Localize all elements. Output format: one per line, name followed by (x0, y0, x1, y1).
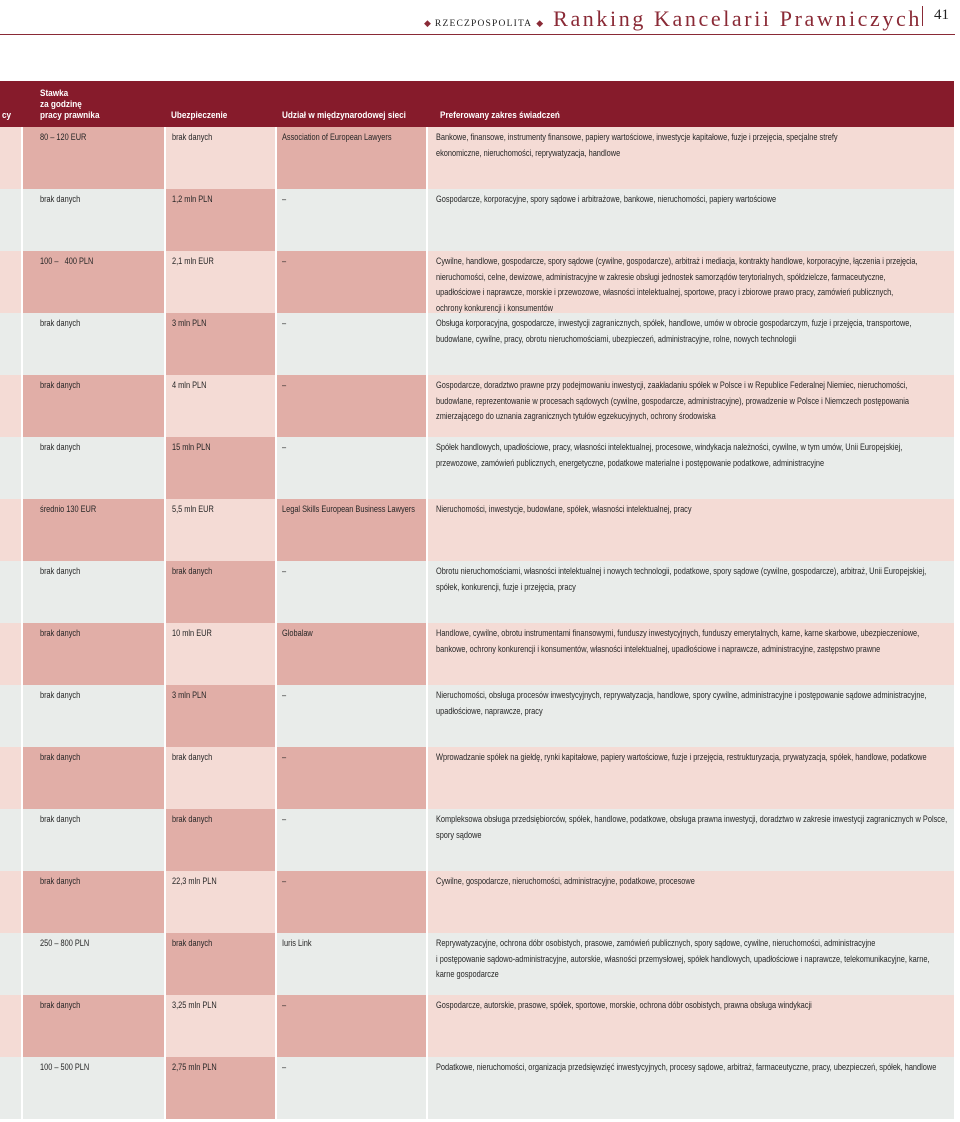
table-row (0, 127, 954, 189)
hourly-rate-cell: 250 – 800 PLN (40, 938, 90, 948)
insurance-cell: 1,2 mln PLN (172, 194, 213, 204)
column-divider (21, 499, 23, 561)
insurance-cell: brak danych (172, 132, 213, 142)
scope-cell: Spółek handlowych, upadłościowe, pracy, własności intelektualnej, procesowe, windykacja należności, cywilne, w tym umów, Unii Europejskiej, przewozowe, zamówień publicznych, energetyczne, podatkowe materialne i postępowanie podatkowe, administracyjne (436, 442, 903, 468)
insurance-cell: brak danych (172, 752, 213, 762)
column-divider (164, 747, 166, 809)
column-divider (426, 685, 428, 747)
column-divider (426, 437, 428, 499)
column-divider (275, 809, 277, 871)
network-cell: – (282, 318, 287, 328)
table-cell-bg (0, 747, 22, 809)
column-divider (164, 809, 166, 871)
insurance-cell: 4 mln PLN (172, 380, 207, 390)
column-divider (21, 127, 23, 189)
column-divider (275, 995, 277, 1057)
hourly-rate-cell: brak danych (40, 1000, 81, 1010)
column-header-hourly-rate: Stawka za godzinę pracy prawnika (40, 88, 100, 121)
column-header-network: Udział w międzynarodowej sieci (282, 110, 406, 121)
column-divider (275, 189, 277, 251)
table-cell-bg (0, 127, 22, 189)
column-divider (21, 933, 23, 995)
column-divider (426, 499, 428, 561)
column-divider (275, 623, 277, 685)
page-header (0, 0, 960, 34)
hourly-rate-cell: brak danych (40, 752, 81, 762)
table-cell-bg (0, 375, 22, 437)
column-divider (21, 623, 23, 685)
table-row (0, 251, 954, 313)
column-divider (164, 995, 166, 1057)
column-divider (164, 499, 166, 561)
column-divider (275, 437, 277, 499)
hourly-rate-cell: 100 – 400 PLN (40, 256, 94, 266)
insurance-cell: brak danych (172, 938, 213, 948)
table-cell-bg (0, 251, 22, 313)
table-row (0, 809, 954, 871)
scope-cell: Nieruchomości, inwestycje, budowlane, spółek, własności intelektualnej, pracy (436, 504, 692, 514)
column-divider (275, 685, 277, 747)
column-divider (164, 127, 166, 189)
scope-cell: Podatkowe, nieruchomości, organizacja przedsięwzięć inwestycyjnych, procesy sądowe, arbitraż, farmaceutyczne, pracy, ubezpieczeń, spółek, handlowe (436, 1062, 937, 1072)
scope-cell: Gospodarcze, autorskie, prasowe, spółek, sportowe, morskie, ochrona dóbr osobistych, prawna obsługa windykacji (436, 1000, 812, 1010)
scope-cell: Gospodarcze, korporacyjne, spory sądowe i arbitrażowe, bankowe, nieruchomości, papiery wartościowe (436, 194, 777, 204)
hourly-rate-cell: brak danych (40, 566, 81, 576)
hourly-rate-cell: brak danych (40, 814, 81, 824)
column-divider (21, 809, 23, 871)
table-cell-bg (0, 933, 22, 995)
publication-name: RZECZPOSPOLITA (434, 19, 533, 29)
network-cell: Iuris Link (282, 938, 312, 948)
insurance-cell: 3 mln PLN (172, 318, 207, 328)
insurance-cell: 15 mln PLN (172, 442, 211, 452)
column-divider (426, 871, 428, 933)
scope-cell: Reprywatyzacyjne, ochrona dóbr osobistych, prasowe, zamówień publicznych, spory sądowe, cywilne, nieruchomości, administracyjne i postępowanie sądowo-administracyjne, autorskie, własności przemysłowej, spółek handlowych, upadłościowe i naprawcze, telekomunikacyjne, karne, karne gospodarcze (436, 938, 930, 980)
bullet-icon: ◆ (536, 19, 544, 29)
table-row (0, 313, 954, 375)
column-divider (275, 251, 277, 313)
column-divider (275, 747, 277, 809)
table-row (0, 685, 954, 747)
hourly-rate-cell: 80 – 120 EUR (40, 132, 87, 142)
table-cell-bg (0, 623, 22, 685)
column-divider (426, 933, 428, 995)
column-divider (164, 871, 166, 933)
scope-cell: Wprowadzanie spółek na giełdę, rynki kapitałowe, papiery wartościowe, fuzje i przejęcia, restrukturyzacja, prywatyzacja, spółek, handlowe, podatkowe (436, 752, 927, 762)
column-divider (21, 561, 23, 623)
section-title: Ranking Kancelarii Prawniczych (553, 6, 922, 31)
network-cell: – (282, 380, 287, 390)
insurance-cell: 3 mln PLN (172, 690, 207, 700)
table-row (0, 933, 954, 995)
network-cell: – (282, 566, 287, 576)
hourly-rate-cell: brak danych (40, 628, 81, 638)
column-divider (275, 499, 277, 561)
table-cell-bg (0, 995, 22, 1057)
column-divider (21, 437, 23, 499)
scope-cell: Bankowe, finansowe, instrumenty finansowe, papiery wartościowe, inwestycje kapitałowe, fuzje i przejęcia, specjalne strefy ekonomiczne, nieruchomości, reprywatyzacja, handlowe (436, 132, 838, 158)
bullet-icon: ◆ (424, 19, 431, 29)
hourly-rate-cell: średnio 130 EUR (40, 504, 97, 514)
column-divider (426, 1057, 428, 1119)
column-divider (426, 809, 428, 871)
column-divider (426, 313, 428, 375)
header-rule (0, 34, 955, 35)
column-divider (426, 251, 428, 313)
column-divider (426, 623, 428, 685)
scope-cell: Obsługa korporacyjna, gospodarcze, inwestycji zagranicznych, spółek, handlowe, umów w obrocie gospodarczym, fuzje i przejęcia, transportowe, budowlane, cywilne, pracy, obrotu nieruchomościami, ubezpieczeń, administracyjne, rolne, nowych technologii (436, 318, 912, 344)
column-divider (426, 747, 428, 809)
column-divider (21, 1057, 23, 1119)
table-row (0, 437, 954, 499)
network-cell: – (282, 752, 287, 762)
column-header-cut-off: cy (2, 110, 12, 121)
table-row (0, 375, 954, 437)
network-cell: – (282, 690, 287, 700)
scope-cell: Nieruchomości, obsługa procesów inwestycyjnych, reprywatyzacja, handlowe, spory cywilne, administracyjne i postępowanie sądowe administracyjne, upadłościowe, naprawcze, pracy (436, 690, 927, 716)
column-divider (164, 623, 166, 685)
column-divider (164, 375, 166, 437)
column-divider (164, 933, 166, 995)
scope-cell: Cywilne, handlowe, gospodarcze, spory sądowe (cywilne, gospodarcze), arbitraż i mediacja, kontrakty handlowe, korporacyjne, łączenia i przejęcia, nieruchomości, celne, dewizowe, administracyjne w zakresie obsługi jednostek samorządów terytorialnych, spółdzielcze, farmaceutyczne, upadłościowe i naprawcze, morskie i przewozowe, własności intelektualnej, sportowe, pracy i zbiorowe prawo pracy, zamówień publicznych, ochrony konkurencji i konsumentów (436, 256, 918, 313)
column-divider (21, 995, 23, 1057)
network-cell: – (282, 442, 287, 452)
column-divider (426, 127, 428, 189)
network-cell: – (282, 194, 287, 204)
column-divider (21, 871, 23, 933)
table-row (0, 747, 954, 809)
scope-cell: Handlowe, cywilne, obrotu instrumentami finansowymi, funduszy inwestycyjnych, funduszy emerytalnych, karne, karne skarbowe, ubezpieczeniowe, bankowe, ochrony konkurencji i konsumentów, własności intelektualnej, upadłościowe i naprawcze, administracyjne, zastępstwo prawne (436, 628, 920, 654)
scope-cell: Gospodarcze, doradztwo prawne przy podejmowaniu inwestycji, zaakładaniu spółek w Polsce i w Republice Federalnej Niemiec, nieruchomości, budowlane, reprezentowanie w procesach sądowych (cywilne, gospodarcze, administracyjne), prowadzenie w Polsce i Niemczech postępowania zmierzającego do uznania zagranicznych tytułów egzekucyjnych, ochrony środowiska (436, 380, 909, 422)
insurance-cell: 3,25 mln PLN (172, 1000, 217, 1010)
column-divider (164, 313, 166, 375)
scope-cell: Obrotu nieruchomościami, własności intelektualnej i nowych technologii, podatkowe, spory sądowe (cywilne, gospodarcze), arbitraż, Unii Europejskiej, spółek, konkurencji, fuzje i przejęcia, pracy (436, 566, 927, 592)
table-cell-bg (0, 313, 22, 375)
column-divider (275, 871, 277, 933)
column-divider (21, 189, 23, 251)
table-body (0, 127, 954, 1119)
network-cell: Legal Skills European Business Lawyers (282, 504, 415, 514)
table-row (0, 871, 954, 933)
insurance-cell: 10 mln EUR (172, 628, 212, 638)
table-row (0, 499, 954, 561)
table-cell-bg (0, 499, 22, 561)
column-divider (21, 747, 23, 809)
network-cell: – (282, 1000, 287, 1010)
column-header-insurance: Ubezpieczenie (171, 110, 228, 121)
hourly-rate-cell: brak danych (40, 194, 81, 204)
column-divider (21, 685, 23, 747)
scope-cell: Kompleksowa obsługa przedsiębiorców, spółek, handlowe, podatkowe, obsługa prawna inwestycji, doradztwo w zakresie inwestycji zagranicznych w Polsce, spory sądowe (436, 814, 948, 840)
column-divider (275, 1057, 277, 1119)
insurance-cell: 2,1 mln EUR (172, 256, 214, 266)
column-divider (164, 685, 166, 747)
column-divider (275, 561, 277, 623)
table-row (0, 189, 954, 251)
ranking-table (0, 81, 954, 1119)
column-divider (426, 995, 428, 1057)
column-divider (21, 251, 23, 313)
insurance-cell: 5,5 mln EUR (172, 504, 214, 514)
insurance-cell: brak danych (172, 814, 213, 824)
hourly-rate-cell: brak danych (40, 690, 81, 700)
network-cell: – (282, 876, 287, 886)
table-cell-bg (0, 1057, 22, 1119)
column-divider (21, 313, 23, 375)
column-divider (275, 933, 277, 995)
column-divider (275, 127, 277, 189)
column-divider (164, 1057, 166, 1119)
table-cell-bg (0, 871, 22, 933)
column-divider (164, 437, 166, 499)
table-cell-bg (0, 561, 22, 623)
column-divider (275, 375, 277, 437)
network-cell: – (282, 814, 287, 824)
network-cell: – (282, 256, 287, 266)
table-cell-bg (0, 685, 22, 747)
column-divider (164, 189, 166, 251)
insurance-cell: 2,75 mln PLN (172, 1062, 217, 1072)
table-cell-bg (0, 437, 22, 499)
scope-cell: Cywilne, gospodarcze, nieruchomości, administracyjne, podatkowe, procesowe (436, 876, 695, 886)
hourly-rate-cell: brak danych (40, 318, 81, 328)
brand-line (420, 6, 922, 32)
column-divider (426, 189, 428, 251)
page-number: 41 (934, 7, 949, 23)
hourly-rate-cell: brak danych (40, 876, 81, 886)
header-separator (922, 6, 923, 26)
column-header-scope: Preferowany zakres świadczeń (440, 110, 560, 121)
network-cell: – (282, 1062, 287, 1072)
column-divider (426, 561, 428, 623)
insurance-cell: 22,3 mln PLN (172, 876, 217, 886)
column-divider (164, 561, 166, 623)
table-cell-bg (0, 809, 22, 871)
column-divider (275, 313, 277, 375)
hourly-rate-cell: brak danych (40, 442, 81, 452)
network-cell: Globalaw (282, 628, 313, 638)
hourly-rate-cell: brak danych (40, 380, 81, 390)
table-cell-bg (0, 189, 22, 251)
column-divider (164, 251, 166, 313)
hourly-rate-cell: 100 – 500 PLN (40, 1062, 90, 1072)
table-row (0, 1057, 954, 1119)
table-row (0, 623, 954, 685)
insurance-cell: brak danych (172, 566, 213, 576)
table-header (0, 81, 954, 127)
column-divider (21, 375, 23, 437)
table-row (0, 995, 954, 1057)
network-cell: Association of European Lawyers (282, 132, 392, 142)
table-row (0, 561, 954, 623)
column-divider (426, 375, 428, 437)
